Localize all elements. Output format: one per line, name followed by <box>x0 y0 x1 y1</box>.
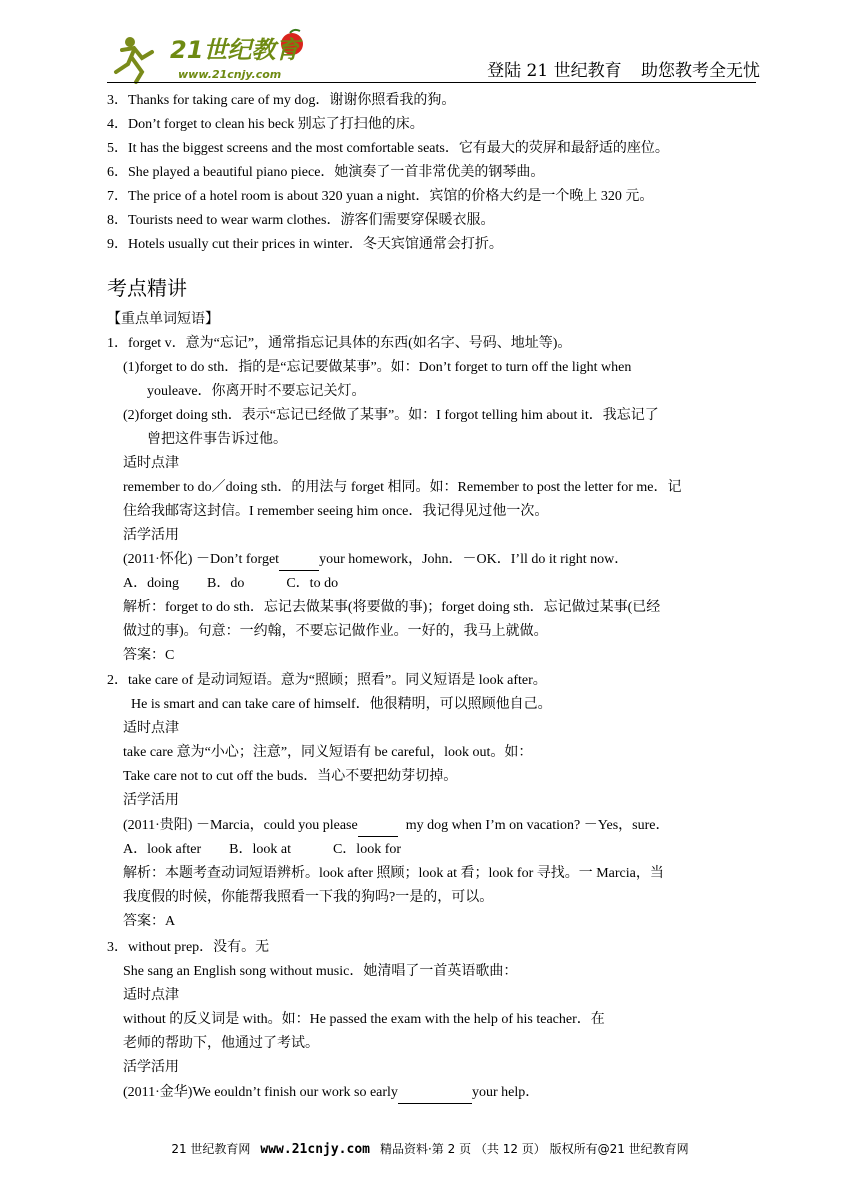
tip-heading: 适时点津 <box>123 988 179 1003</box>
text-line: remember to do／doing sth．的用法与 forget 相同。如：Remember to post the letter for me．记 <box>123 480 682 495</box>
text-line: 6．She played a beautiful piano piece．她演奏了一首非常优美的钢琴曲。 <box>107 165 545 180</box>
subsection-heading: 【重点单词短语】 <box>107 312 219 327</box>
text-line: 7．The price of a hotel room is about 320 yuan a night．宾馆的价格大约是一个晚上 320 元。 <box>107 189 654 204</box>
text-line: 2．take care of 是动词短语。意为“照顾；照看”。同义短语是 look after。 <box>107 673 547 688</box>
text-line: 我度假的时候，你能帮我照看一下我的狗吗?一是的，可以。 <box>123 890 494 905</box>
answer-blank <box>358 816 398 837</box>
question-text: (2011·怀化) －Don’t forget <box>123 552 280 567</box>
answer-blank <box>279 550 319 571</box>
question-text: (2011·贵阳) －Marcia，could you please <box>123 818 358 833</box>
slogan-left: 登陆 21 世纪教育 <box>487 61 622 81</box>
text-line: 解析：forget to do sth．忘记去做某事(将要做的事)；forget doing sth．忘记做过某事(已经 <box>123 600 661 615</box>
text-line: 老师的帮助下，他通过了考试。 <box>123 1036 319 1051</box>
text-line: 3．Thanks for taking care of my dog．谢谢你照看我的狗。 <box>107 93 456 108</box>
answer-line: 答案：C <box>123 648 175 663</box>
footer-info: 精品资料·第 2 页 （共 12 页） 版权所有@21 世纪教育网 <box>379 1142 689 1156</box>
question-text: your help． <box>471 1085 540 1100</box>
text-line: take care 意为“小心；注意”，同义短语有 be careful，look out。如： <box>123 745 533 760</box>
header-slogan <box>473 56 760 81</box>
text-line: 5．It has the biggest screens and the most comfortable seats．它有最大的荧屏和最舒适的座位。 <box>107 141 669 156</box>
text-line: 解析：本题考查动词短语辨析。look after 照顾；look at 看；look for 寻找。一 Marcia，当 <box>123 866 664 881</box>
text-line: 住给我邮寄这封信。I remember seeing him once．我记得见过他一次。 <box>123 504 549 519</box>
answer-line: 答案：A <box>123 914 176 929</box>
text-line: Take care not to cut off the buds．当心不要把幼芽切掉。 <box>123 769 458 784</box>
text-line: She sang an English song without music．她清唱了一首英语歌曲： <box>123 964 518 979</box>
footer-url[interactable]: www.21cnjy.com <box>260 1142 370 1157</box>
question-line <box>123 550 628 571</box>
logo-text: 21世纪教育 <box>170 36 300 64</box>
text-line: (1)forget to do sth．指的是“忘记要做某事”。如：Don’t forget to turn off the light when <box>123 360 632 375</box>
text-line: 9．Hotels usually cut their prices in winter．冬天宾馆通常会打折。 <box>107 237 503 252</box>
practice-heading: 活学活用 <box>123 528 179 543</box>
text-line: 4．Don’t forget to clean his beck 别忘了打扫他的床。 <box>107 117 424 132</box>
text-line: 曾把这件事告诉过他。 <box>147 432 287 447</box>
practice-heading: 活学活用 <box>123 793 179 808</box>
answer-blank <box>398 1083 472 1104</box>
text-line: (2)forget doing sth．表示“忘记已经做了某事”。如：I forgot telling him about it．我忘记了 <box>123 408 659 423</box>
question-text: (2011·金华)We eouldn’t finish our work so early <box>123 1085 398 1100</box>
header-rule <box>107 82 756 83</box>
text-line: 3．without prep．没有。无 <box>107 940 270 955</box>
question-text: my dog when I’m on vacation? －Yes，sure． <box>405 818 670 833</box>
question-line <box>123 1083 539 1104</box>
section-title: 考点精讲 <box>107 276 187 300</box>
runner-icon <box>116 37 152 82</box>
text-line: youleave．你离开时不要忘记关灯。 <box>147 384 366 399</box>
tip-heading: 适时点津 <box>123 721 179 736</box>
page-footer <box>0 1140 860 1157</box>
logo-url: www.21cnjy.com <box>178 68 282 81</box>
footer-site: 21 世纪教育网 <box>171 1142 251 1156</box>
practice-heading: 活学活用 <box>123 1060 179 1075</box>
text-line: 8．Tourists need to wear warm clothes．游客们需要穿保暖衣服。 <box>107 213 495 228</box>
question-text: your homework，John．－OK．I’ll do it right now． <box>319 552 629 567</box>
question-line <box>123 816 669 837</box>
text-line: 1．forget v．意为“忘记”，通常指忘记具体的东西(如名字、号码、地址等)。 <box>107 336 572 351</box>
slogan-right: 助您教考全无忧 <box>641 61 760 81</box>
text-line: without 的反义词是 with。如：He passed the exam with the help of his teacher．在 <box>123 1012 605 1027</box>
text-line: He is smart and can take care of himself．他很精明，可以照顾他自己。 <box>131 697 552 712</box>
tip-heading: 适时点津 <box>123 456 179 471</box>
options-line: A．doing B．do C．to do <box>123 576 339 591</box>
site-logo[interactable] <box>112 28 312 86</box>
text-line: 做过的事)。句意：一约翰，不要忘记做作业。一好的，我马上就做。 <box>123 624 548 639</box>
options-line: A．look after B．look at C．look for <box>123 842 402 857</box>
